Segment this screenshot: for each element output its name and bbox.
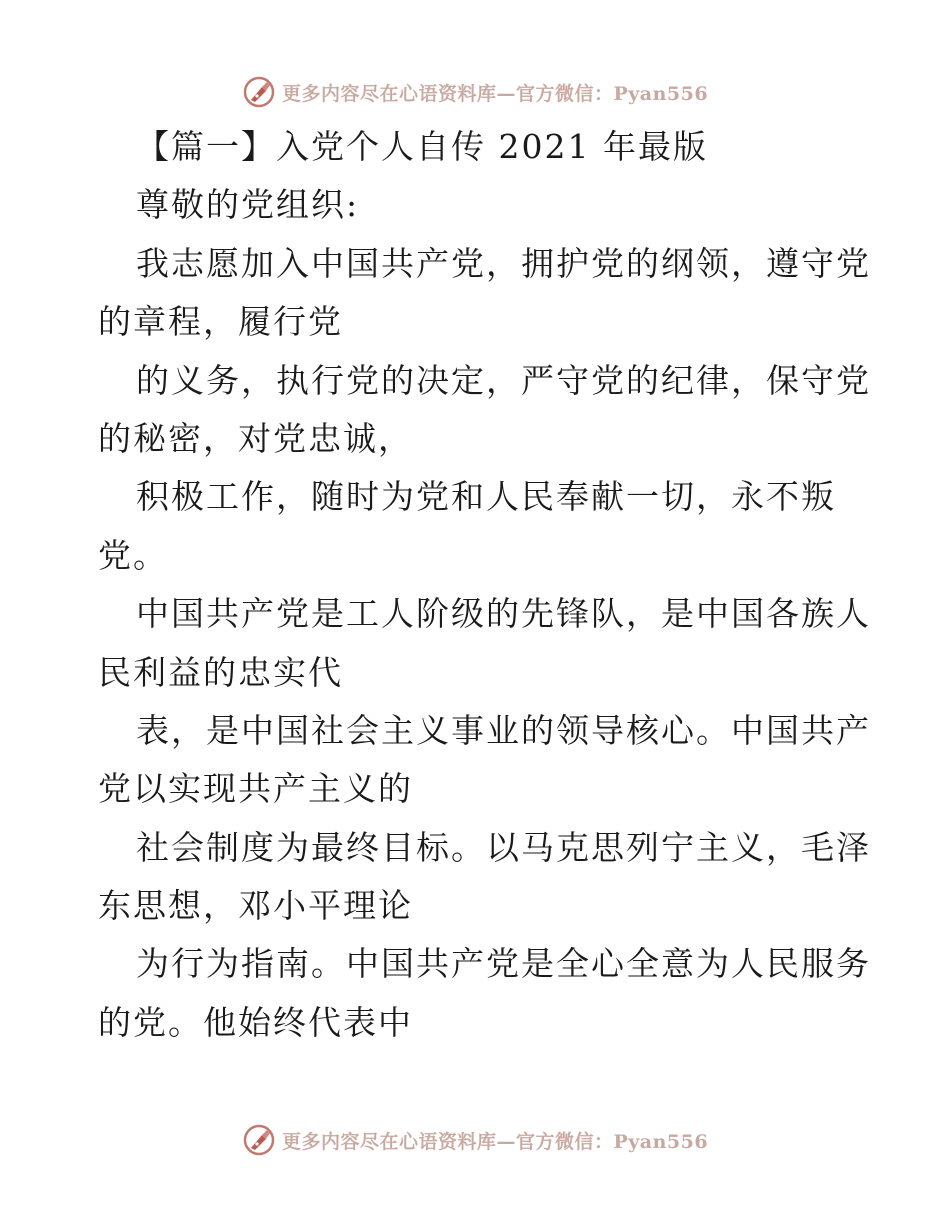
- paragraph-line: 的义务，执行党的决定，严守党的纪律，保守党: [136, 360, 871, 400]
- watermark-text: 更多内容尽在心语资料库—官方微信：Pyan556: [281, 82, 709, 105]
- paragraph-line: 的党。他始终代表中: [98, 1002, 413, 1042]
- paragraph-line: 中国共产党是工人阶级的先锋队，是中国各族人: [136, 594, 871, 634]
- watermark-text: 更多内容尽在心语资料库—官方微信：Pyan556: [281, 1130, 709, 1153]
- paragraph-line: 东思想，邓小平理论: [98, 886, 413, 926]
- paragraph-line: 社会制度为最终目标。以马克思列宁主义，毛泽: [136, 827, 871, 867]
- pen-nib-circle-icon: [242, 1123, 276, 1157]
- pen-nib-circle-icon: [242, 75, 276, 109]
- paragraph-line: 尊敬的党组织:: [136, 185, 360, 225]
- paragraph-line: 表，是中国社会主义事业的领导核心。中国共产: [136, 710, 871, 750]
- paragraph-line: 为行为指南。中国共产党是全心全意为人民服务: [136, 944, 871, 984]
- paragraph-line: 积极工作，随时为党和人民奉献一切，永不叛: [136, 477, 836, 517]
- paragraph-line: 民利益的忠实代: [98, 652, 343, 692]
- paragraph-line: 的章程，履行党: [98, 302, 343, 342]
- document-body: [98, 118, 871, 1052]
- paragraph-line: 党以实现共产主义的: [98, 769, 413, 809]
- footer-watermark: [0, 1120, 950, 1160]
- paragraph-line: 的秘密，对党忠诚，: [98, 418, 413, 458]
- header-watermark: [0, 72, 950, 112]
- paragraph-line: 党。: [98, 535, 168, 575]
- paragraph-line: 我志愿加入中国共产党，拥护党的纲领，遵守党: [136, 243, 871, 283]
- document-title: 【篇一】入党个人自传 2021 年最版: [136, 127, 708, 166]
